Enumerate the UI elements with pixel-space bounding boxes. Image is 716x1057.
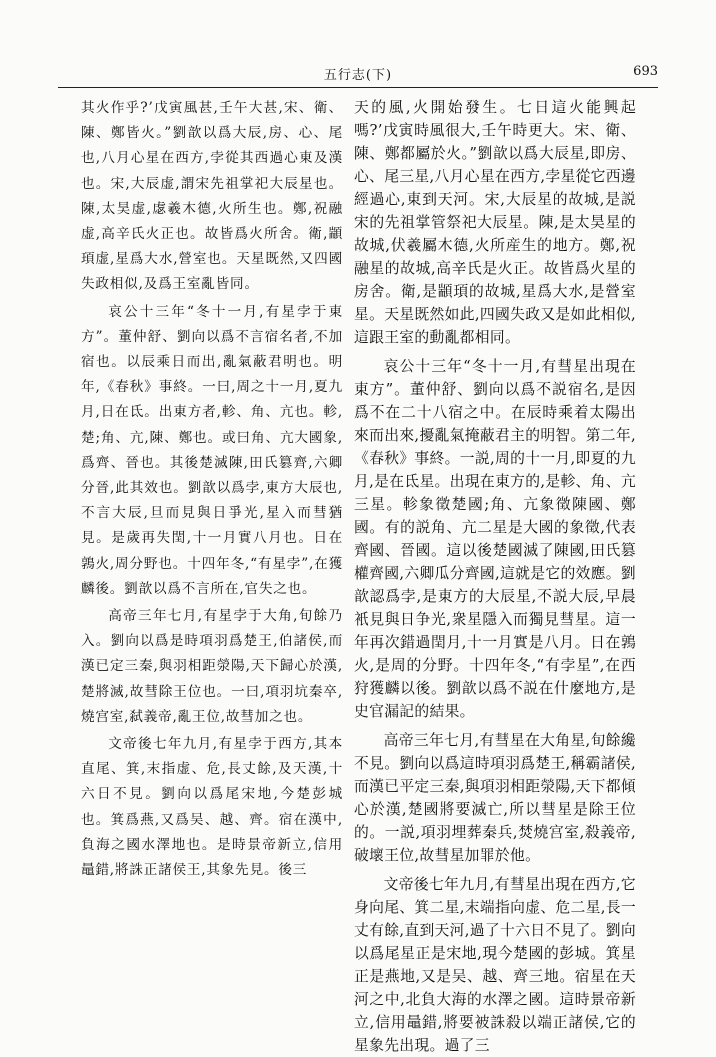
page-header: [58, 64, 658, 86]
running-title: 五行志(下): [323, 68, 393, 83]
header-rule: [58, 87, 658, 88]
left-paragraph-2: 哀公十三年“冬十一月,有星孛于東方”。董仲舒、劉向以爲不言宿名者,不加宿也。以辰乘日而出,亂氣蔽君明也。明年,《春秋》事終。一曰,周之十一月,夏九月,日在氐。出東方者,軫、角、亢也。軫,楚;角、亢,陳、鄭也。或曰角、亢大國象,爲齊、晉也。其後楚滅陳,田氏篡齊,六卿分晉,此其效也。劉歆以爲孛,東方大辰也,不言大辰,旦而見與日爭光,星入而彗猶見。是歲再失閏,十一月實八月也。日在鶉火,周分野也。十四年冬,“有星孛”,在獲麟後。劉歆以爲不言所在,官失之也。: [81, 303, 343, 597]
right-paragraph-4: 文帝後七年九月,有彗星出現在西方,它身向尾、箕二星,末端指向虚、危二星,長一丈有餘,直到天河,過了十六日不見了。劉向以爲尾星正是宋地,現今楚國的彭城。箕星正是燕地,又是吴、越、齊三地。宿星在天河之中,北負大海的水澤之國。這時景帝新立,信用鼂錯,將要被誅殺以端正諸侯,它的星象先出現。過了三: [354, 876, 636, 1054]
right-paragraph-3: 高帝三年七月,有彗星在大角星,旬餘纔不見。劉向以爲這時項羽爲楚王,稱霸諸侯,而漢已平定三秦,與項羽相距滎陽,天下都傾心於漢,楚國將要滅亡,所以彗星是除王位的。一説,項羽埋葬秦兵,焚燒宫室,殺義帝,破壞王位,故彗星加罪於他。: [354, 732, 636, 864]
right-paragraph-2: 哀公十三年“冬十一月,有彗星出現在東方”。董仲舒、劉向以爲不説宿名,是因爲不在二十八宿之中。在辰時乘着太陽出來而出來,擾亂氣掩蔽君主的明智。第二年,《春秋》事終。一説,周的十一月,即夏的九月,是在氐星。出現在東方的,是軫、角、亢三星。軫象徵楚國;角、亢象徵陳國、鄭國。有的説角、亢二星是大國的象徵,代表齊國、晉國。這以後楚國滅了陳國,田氏篡權齊國,六卿瓜分齊國,這就是它的效應。劉歆認爲孛,是東方的大辰星,不説大辰,早晨衹見與日争光,衆星隱入而獨見彗星。這一年再次錯過閏月,十一月實是八月。日在鶉火,是周的分野。十四年冬,“有孛星”,在西狩獲麟以後。劉歆以爲不説在什麼地方,是史官漏記的結果。: [354, 358, 636, 720]
left-paragraph-3: 高帝三年七月,有星孛于大角,旬餘乃入。劉向以爲是時項羽爲楚王,伯諸侯,而漢已定三秦,與羽相距滎陽,天下歸心於漢,楚將滅,故彗除王位也。一曰,項羽坑秦卒,燒宫室,弑義帝,亂王位,故彗加之也。: [81, 608, 343, 725]
right-paragraph-1: 天的風,火開始發生。七日這火能興起嗎?’戊寅時風很大,壬午時更大。宋、衛、陳、鄭都屬於火。”劉歆以爲大辰星,即房、心、尾三星,八月心星在西方,孛星從它西邊經過心,東到天河。宋,大辰星的故城,是説宋的先祖掌管祭祀大辰星。陳,是太昊星的故城,伏羲屬木德,火所産生的地方。鄭,祝融星的故城,高辛氏是火正。故皆爲火星的房舍。衛,是顓頊的故城,星爲大水,是營室星。天星既然如此,四國失政又是如此相似,這跟王室的動亂都相同。: [354, 99, 636, 346]
left-paragraph-4: 文帝後七年九月,有星孛于西方,其本直尾、箕,末指虚、危,長丈餘,及天漢,十六日不見。劉向以爲尾宋地,今楚彭城也。箕爲燕,又爲吴、越、齊。宿在漢中,負海之國水澤地也。是時景帝新立,信用鼂錯,將誅正諸侯王,其象先見。後三: [81, 736, 343, 879]
translation-text-column: [354, 96, 636, 1057]
page-number: 693: [633, 64, 658, 79]
classical-text-column: [81, 96, 343, 883]
left-paragraph-1: 其火作乎?’戊寅風甚,壬午大甚,宋、衛、陳、鄭皆火。”劉歆以爲大辰,房、心、尾也,八月心星在西方,孛從其西過心東及漢也。宋,大辰虚,謂宋先祖掌祀大辰星也。陳,太昊虚,虙羲木德,火所生也。鄭,祝融虚,高辛氏火正也。故皆爲火所舍。衛,顓頊虚,星爲大水,營室也。天星既然,又四國失政相似,及爲王室亂皆同。: [81, 100, 343, 293]
